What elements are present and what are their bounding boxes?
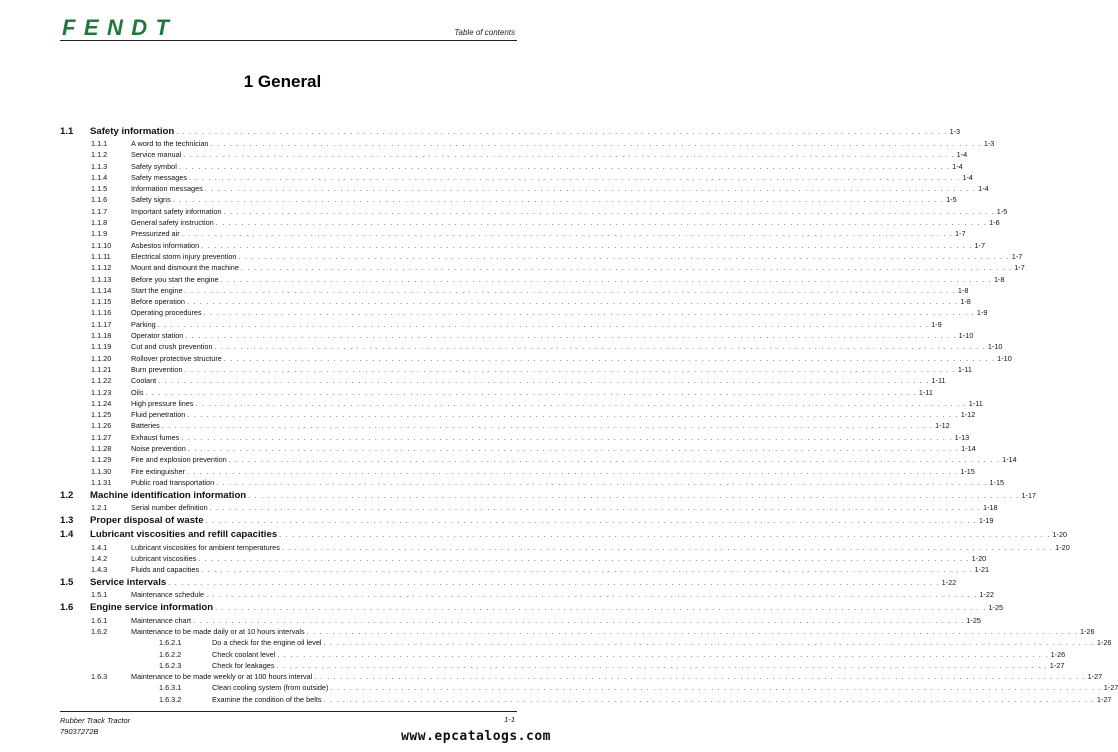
toc-entry-page: 1-14 <box>1002 455 1017 465</box>
fendt-logo <box>62 17 172 39</box>
table-of-contents <box>60 124 1118 705</box>
toc-entry-number: 1.1.13 <box>91 274 112 284</box>
toc-entry[interactable] <box>60 251 1023 262</box>
footer-info <box>60 715 130 737</box>
toc-entry-number: 1.1.8 <box>91 218 108 228</box>
toc-entry[interactable] <box>60 564 990 575</box>
toc-entry-number: 1.1.21 <box>91 364 112 374</box>
toc-entry-number: 1.5 <box>60 576 74 588</box>
toc-entry-number: 1.1.18 <box>91 331 112 341</box>
toc-entry-number: 1.4 <box>60 529 74 540</box>
toc-entry-number: 1.1.20 <box>91 353 112 363</box>
leader-dots: . . . . . . . . . . . . . . . . . . . . . . . . . . . . . . . . . . . . . . . . . . . . . . . . . . . . . . . . . . . . . . . . . . . . . . . . . . . . . . . . . . . . . . . . . . . . . . . . . . . . . . . . . . . . . . . . . . . . . . . . <box>206 590 978 600</box>
toc-entry-page: 1-7 <box>955 229 966 239</box>
toc-entry-number: 1.1.26 <box>91 421 112 431</box>
toc-entry[interactable] <box>60 149 968 160</box>
footer-doc-number: 79037272B <box>60 727 99 736</box>
toc-entry-number: 1.2.1 <box>91 503 108 513</box>
toc-entry[interactable] <box>60 341 1003 352</box>
toc-entry[interactable] <box>60 553 987 564</box>
leader-dots: . . . . . . . . . . . . . . . . . . . . . . . . . . . . . . . . . . . . . . . . . . . . . . . . . . . . . . . . . . . . . . . . . . . . . . . . . . . . . . . . . . . . . . . . . . . . . . . . . . . . . . . . . . . . . . . . . . . . . . . . <box>187 410 959 420</box>
leader-dots: . . . . . . . . . . . . . . . . . . . . . . . . . . . . . . . . . . . . . . . . . . . . . . . . . . . . . . . . . . . . . . . . . . . . . . . . . . . . . . . . . . . . . . . . . . . . . . . . . . . . . . . . . . . . . . . . . . . . . . . . <box>183 150 955 160</box>
toc-entry-number: 1.1.1 <box>91 139 108 148</box>
toc-entry[interactable] <box>60 671 1103 682</box>
toc-entry-number: 1.6.3 <box>91 672 108 682</box>
toc-entry-title: Burn prevention <box>131 364 183 374</box>
toc-entry-title: Coolant <box>131 376 157 386</box>
toc-entry[interactable] <box>60 514 994 528</box>
toc-entry[interactable] <box>60 217 1000 228</box>
leader-dots: . . . . . . . . . . . . . . . . . . . . . . . . . . . . . . . . . . . . . . . . . . . . . . . . . . . . . . . . . . . . . . . . . . . . . . . . . . . . . . . . . . . . . . . . . . . . . . . . . . . . . . . . . . . . . . . . . . . . . . . . <box>157 319 930 329</box>
toc-entry-page: 1-12 <box>960 410 976 420</box>
toc-entry-page: 1-7 <box>1011 251 1023 261</box>
leader-dots: . . . . . . . . . . . . . . . . . . . . . . . . . . . . . . . . . . . . . . . . . . . . . . . . . . . . . . . . . . . . . . . . . . . . . . . . . . . . . . . . . . . . . . . . . . . . . . . . . . . . . . . . . . . . . . . . . . . . . . . . <box>228 455 1001 465</box>
footer-page-number: 1-1 <box>504 715 515 724</box>
toc-entry-title: Cut and crush prevention <box>131 342 213 352</box>
toc-entry-number: 1.1.15 <box>91 297 112 307</box>
toc-entry-page: 1-3 <box>949 126 961 136</box>
toc-entry-page: 1-14 <box>961 444 976 454</box>
leader-dots: . . . . . . . . . . . . . . . . . . . . . . . . . . . . . . . . . . . . . . . . . . . . . . . . . . . . . . . . . . . . . . . . . . . . . . . . . . . . . . . . . . . . . . . . . . . . . . . . . . . . . . . . . . . . . . . . . . . . . . . . <box>330 683 1102 693</box>
chapter-title: 1 General <box>243 72 322 91</box>
toc-entry-title: Noise prevention <box>131 444 186 454</box>
toc-entry-title: A word to the technician <box>131 139 209 148</box>
toc-entry-title: Do a check for the engine oil level <box>212 638 322 648</box>
toc-entry-title: Before you start the engine <box>131 274 219 284</box>
toc-entry[interactable] <box>60 172 973 183</box>
toc-entry-number: 1.1.24 <box>91 398 112 408</box>
toc-entry-title: Fire and explosion prevention <box>131 455 227 465</box>
toc-entry-title: Operating procedures <box>131 308 202 318</box>
leader-dots: . . . . . . . . . . . . . . . . . . . . . . . . . . . . . . . . . . . . . . . . . . . . . . . . . . . . . . . . . . . . . . . . . . . . . . . . . . . . . . . . . . . . . . . . . . . . . . . . . . . . . . . . . . . . . . . . . . . . . . . . <box>188 172 961 182</box>
toc-entry-page: 1-13 <box>954 432 970 442</box>
toc-entry-number: 1.1.14 <box>91 285 112 295</box>
watermark: www.epcatalogs.com <box>401 729 551 744</box>
toc-entry-page: 1-20 <box>1052 530 1068 539</box>
toc-entry[interactable] <box>60 589 994 600</box>
toc-entry-title: Important safety information <box>131 206 222 216</box>
toc-entry-number: 1.5.1 <box>91 590 108 600</box>
toc-entry-page: 1-15 <box>960 466 975 476</box>
toc-entry-page: 1-19 <box>978 516 994 525</box>
leader-dots: . . . . . . . . . . . . . . . . . . . . . . . . . . . . . . . . . . . . . . . . . . . . . . . . . . . . . . . . . . . . . . . . . . . . . . . . . . . . . . . . . . . . . . . . . . . . . . . . . . . . . . . . . . . . . . . . . . . . . . . . <box>184 285 956 295</box>
toc-entry-title: Service manual <box>131 150 182 160</box>
logo-text: FENDT <box>62 15 170 40</box>
toc-entry[interactable] <box>60 307 988 318</box>
leader-dots: . . . . . . . . . . . . . . . . . . . . . . . . . . . . . . . . . . . . . . . . . . . . . . . . . . . . . . . . . . . . . . . . . . . . . . . . . . . . . . . . . . . . . . . . . . . . . . . . . . . . . . . . . . . . . . . . . . . . . . . . <box>172 195 945 205</box>
toc-entry-number: 1.2 <box>60 489 74 501</box>
leader-dots: . . . . . . . . . . . . . . . . . . . . . . . . . . . . . . . . . . . . . . . . . . . . . . . . . . . . . . . . . . . . . . . . . . . . . . . . . . . . . . . . . . . . . . . . . . . . . . . . . . . . . . . . . . . . . . . . . . . . . . . . <box>201 565 973 575</box>
toc-entry-title: Before operation <box>131 297 185 307</box>
toc-entry[interactable] <box>60 183 989 194</box>
toc-entry-page: 1-20 <box>971 553 987 563</box>
toc-entry[interactable] <box>60 637 1112 648</box>
toc-entry-title: High pressure lines <box>131 398 194 408</box>
toc-entry-number: 1.3 <box>60 515 74 526</box>
toc-entry-title: General safety instruction <box>131 218 214 228</box>
toc-entry[interactable] <box>60 274 1005 285</box>
leader-dots: . . . . . . . . . . . . . . . . . . . . . . . . . . . . . . . . . . . . . . . . . . . . . . . . . . . . . . . . . . . . . . . . . . . . . . . . . . . . . . . . . . . . . . . . . . . . . . . . . . . . . . . . . . . . . . . . . . . . . . . . <box>184 364 956 374</box>
toc-entry-title: Oils <box>131 387 144 397</box>
toc-entry-number: 1.4.2 <box>91 553 108 563</box>
toc-entry[interactable] <box>60 364 972 375</box>
toc-entry-number: 1.1 <box>60 125 74 137</box>
toc-entry-title: Pressurized air <box>131 229 180 239</box>
toc-entry-title: Serial number definition <box>131 503 208 513</box>
toc-entry-title: Examine the condition of the belts <box>212 694 322 704</box>
toc-entry-number: 1.1.30 <box>91 466 112 476</box>
toc-entry-title: Safety information <box>90 125 175 137</box>
toc-entry[interactable] <box>60 489 1037 503</box>
toc-entry[interactable] <box>60 443 976 454</box>
toc-entry[interactable] <box>60 161 963 172</box>
toc-entry-page: 1-8 <box>960 297 971 307</box>
toc-entry-page: 1-27 <box>1096 694 1112 704</box>
leader-dots: . . . . . . . . . . . . . . . . . . . . . . . . . . . . . . . . . . . . . . . . . . . . . . . . . . . . . . . . . . . . . . . . . . . . . . . . . . . . . . . . . . . . . . . . . . . . . . . . . . . . . . . . . . . . . . . . . . . . . . . . <box>220 274 992 284</box>
toc-entry-number: 1.1.3 <box>91 161 108 171</box>
toc-entry[interactable] <box>60 296 971 307</box>
toc-entry[interactable] <box>60 649 1066 660</box>
toc-entry[interactable] <box>60 262 1025 273</box>
toc-entry[interactable] <box>60 353 1012 364</box>
leader-dots: . . . . . . . . . . . . . . . . . . . . . . . . . . . . . . . . . . . . . . . . . . . . . . . . . . . . . . . . . . . . . . . . . . . . . . . . . . . . . . . . . . . . . . . . . . . . . . . . . . . . . . . . . . . . . . . . . . . . . . . . <box>185 331 957 341</box>
toc-entry-page: 1-25 <box>988 603 1004 613</box>
toc-entry-page: 1-11 <box>968 398 983 408</box>
leader-dots: . . . . . . . . . . . . . . . . . . . . . . . . . . . . . . . . . . . . . . . . . . . . . . . . . . . . . . . . . . . . . . . . . . . . . . . . . . . . . . . . . . . . . . . . . . . . . . . . . . . . . . . . . . . . . . . . . . . . . . . . <box>215 603 987 613</box>
toc-entry-title: Batteries <box>131 421 160 431</box>
leader-dots: . . . . . . . . . . . . . . . . . . . . . . . . . . . . . . . . . . . . . . . . . . . . . . . . . . . . . . . . . . . . . . . . . . . . . . . . . . . . . . . . . . . . . . . . . . . . . . . . . . . . . . . . . . . . . . . . . . . . . . . . <box>216 477 988 487</box>
toc-entry-title: Engine service information <box>90 602 214 614</box>
toc-entry[interactable] <box>60 694 1112 705</box>
toc-entry[interactable] <box>60 375 946 386</box>
leader-dots: . . . . . . . . . . . . . . . . . . . . . . . . . . . . . . . . . . . . . . . . . . . . . . . . . . . . . . . . . . . . . . . . . . . . . . . . . . . . . . . . . . . . . . . . . . . . . . . . . . . . . . . . . . . . . . . . . . . . . . . . <box>248 490 1020 500</box>
toc-entry[interactable] <box>60 615 981 626</box>
toc-entry-page: 1-10 <box>987 342 1003 352</box>
toc-entry-title: Proper disposal of waste <box>90 515 204 526</box>
toc-entry-page: 1-27 <box>1087 672 1103 682</box>
toc-entry-title: Check for leakages <box>212 660 275 670</box>
toc-entry-page: 1-4 <box>956 150 968 160</box>
toc-entry-page: 1-8 <box>993 274 1005 284</box>
toc-entry-number: 1.6.2.3 <box>159 660 182 670</box>
leader-dots: . . . . . . . . . . . . . . . . . . . . . . . . . . . . . . . . . . . . . . . . . . . . . . . . . . . . . . . . . . . . . . . . . . . . . . . . . . . . . . . . . . . . . . . . . . . . . . . . . . . . . . . . . . . . . . . . . . . . . . . . <box>238 251 1010 261</box>
toc-entry[interactable] <box>60 601 1004 615</box>
toc-entry[interactable] <box>60 409 976 420</box>
toc-entry-number: 1.1.2 <box>91 150 108 160</box>
toc-entry-title: Service intervals <box>90 576 167 588</box>
toc-entry-title: Safety symbol <box>131 161 177 171</box>
toc-entry[interactable] <box>60 542 1070 553</box>
toc-entry-title: Maintenance schedule <box>131 590 205 600</box>
leader-dots: . . . . . . . . . . . . . . . . . . . . . . . . . . . . . . . . . . . . . . . . . . . . . . . . . . . . . . . . . . . . . . . . . . . . . . . . . . . . . . . . . . . . . . . . . . . . . . . . . . . . . . . . . . . . . . . . . . . . . . . . <box>186 297 959 307</box>
toc-entry-number: 1.1.22 <box>91 376 112 386</box>
toc-entry-page: 1-18 <box>983 503 998 513</box>
leader-dots: . . . . . . . . . . . . . . . . . . . . . . . . . . . . . . . . . . . . . . . . . . . . . . . . . . . . . . . . . . . . . . . . . . . . . . . . . . . . . . . . . . . . . . . . . . . . . . . . . . . . . . . . . . . . . . . . . . . . . . . . <box>215 218 988 228</box>
toc-entry-number: 1.1.23 <box>91 387 112 397</box>
toc-entry[interactable] <box>60 466 975 477</box>
toc-entry-title: Mount and dismount the machine <box>131 263 239 273</box>
toc-entry-page: 1-25 <box>966 615 981 625</box>
toc-entry-title: Exhaust fumes <box>131 432 180 442</box>
leader-dots: . . . . . . . . . . . . . . . . . . . . . . . . . . . . . . . . . . . . . . . . . . . . . . . . . . . . . . . . . . . . . . . . . . . . . . . . . . . . . . . . . . . . . . . . . . . . . . . . . . . . . . . . . . . . . . . . . . . . . . . . <box>279 530 1051 539</box>
toc-entry[interactable] <box>60 206 1008 217</box>
leader-dots: . . . . . . . . . . . . . . . . . . . . . . . . . . . . . . . . . . . . . . . . . . . . . . . . . . . . . . . . . . . . . . . . . . . . . . . . . . . . . . . . . . . . . . . . . . . . . . . . . . . . . . . . . . . . . . . . . . . . . . . . <box>195 398 967 408</box>
toc-entry-title: Lubricant viscosities for ambient temperatures <box>131 542 280 552</box>
leader-dots: . . . . . . . . . . . . . . . . . . . . . . . . . . . . . . . . . . . . . . . . . . . . . . . . . . . . . . . . . . . . . . . . . . . . . . . . . . . . . . . . . . . . . . . . . . . . . . . . . . . . . . . . . . . . . . . . . . . . . . . . <box>198 553 970 563</box>
toc-entry-title: Lubricant viscosities <box>131 553 197 563</box>
toc-entry-page: 1-27 <box>1103 683 1118 693</box>
leader-dots: . . . . . . . . . . . . . . . . . . . . . . . . . . . . . . . . . . . . . . . . . . . . . . . . . . . . . . . . . . . . . . . . . . . . . . . . . . . . . . . . . . . . . . . . . . . . . . . . . . . . . . . . . . . . . . . . . . . . . . . . <box>223 206 995 216</box>
toc-entry-number: 1.1.10 <box>91 240 112 250</box>
toc-entry[interactable] <box>60 502 998 513</box>
toc-entry-title: Start the engine <box>131 285 183 295</box>
leader-dots: . . . . . . . . . . . . . . . . . . . . . . . . . . . . . . . . . . . . . . . . . . . . . . . . . . . . . . . . . . . . . . . . . . . . . . . . . . . . . . . . . . . . . . . . . . . . . . . . . . . . . . . . . . . . . . . . . . . . . . . . <box>323 638 1095 648</box>
toc-entry[interactable] <box>60 138 995 149</box>
toc-entry-page: 1-3 <box>983 139 995 148</box>
toc-entry-title: Lubricant viscosities and refill capacities <box>90 529 278 540</box>
toc-entry-number: 1.1.4 <box>91 172 108 182</box>
toc-entry-number: 1.1.27 <box>91 432 112 442</box>
toc-entry-page: 1-27 <box>1049 660 1065 670</box>
toc-entry-number: 1.6.3.1 <box>159 683 182 693</box>
toc-entry[interactable] <box>60 330 974 341</box>
leader-dots: . . . . . . . . . . . . . . . . . . . . . . . . . . . . . . . . . . . . . . . . . . . . . . . . . . . . . . . . . . . . . . . . . . . . . . . . . . . . . . . . . . . . . . . . . . . . . . . . . . . . . . . . . . . . . . . . . . . . . . . . <box>187 444 960 454</box>
leader-dots: . . . . . . . . . . . . . . . . . . . . . . . . . . . . . . . . . . . . . . . . . . . . . . . . . . . . . . . . . . . . . . . . . . . . . . . . . . . . . . . . . . . . . . . . . . . . . . . . . . . . . . . . . . . . . . . . . . . . . . . . <box>276 660 1048 670</box>
toc-entry-page: 1-20 <box>1055 542 1070 552</box>
toc-entry-title: Safety signs <box>131 195 171 205</box>
toc-entry-number: 1.6.3.2 <box>159 694 182 704</box>
toc-entry-title: Parking <box>131 319 156 329</box>
toc-entry-page: 1-11 <box>918 387 933 397</box>
leader-dots: . . . . . . . . . . . . . . . . . . . . . . . . . . . . . . . . . . . . . . . . . . . . . . . . . . . . . . . . . . . . . . . . . . . . . . . . . . . . . . . . . . . . . . . . . . . . . . . . . . . . . . . . . . . . . . . . . . . . . . . . <box>145 387 917 397</box>
toc-entry-title: Information messages <box>131 184 203 194</box>
leader-dots: . . . . . . . . . . . . . . . . . . . . . . . . . . . . . . . . . . . . . . . . . . . . . . . . . . . . . . . . . . . . . . . . . . . . . . . . . . . . . . . . . . . . . . . . . . . . . . . . . . . . . . . . . . . . . . . . . . . . . . . . <box>314 672 1086 682</box>
toc-entry-title: Fire extinguisher <box>131 466 185 476</box>
toc-entry[interactable] <box>60 420 950 431</box>
toc-entry-number: 1.6.2.2 <box>159 649 182 659</box>
toc-entry-page: 1-21 <box>974 565 990 575</box>
toc-entry[interactable] <box>60 454 1017 465</box>
toc-entry-page: 1-10 <box>958 331 974 341</box>
toc-entry-number: 1.1.19 <box>91 342 112 352</box>
toc-entry-title: Fluid penetration <box>131 410 186 420</box>
leader-dots: . . . . . . . . . . . . . . . . . . . . . . . . . . . . . . . . . . . . . . . . . . . . . . . . . . . . . . . . . . . . . . . . . . . . . . . . . . . . . . . . . . . . . . . . . . . . . . . . . . . . . . . . . . . . . . . . . . . . . . . . <box>161 421 934 431</box>
header-divider <box>60 40 517 41</box>
leader-dots: . . . . . . . . . . . . . . . . . . . . . . . . . . . . . . . . . . . . . . . . . . . . . . . . . . . . . . . . . . . . . . . . . . . . . . . . . . . . . . . . . . . . . . . . . . . . . . . . . . . . . . . . . . . . . . . . . . . . . . . . <box>176 126 948 136</box>
toc-entry-number: 1.6 <box>60 602 74 614</box>
leader-dots: . . . . . . . . . . . . . . . . . . . . . . . . . . . . . . . . . . . . . . . . . . . . . . . . . . . . . . . . . . . . . . . . . . . . . . . . . . . . . . . . . . . . . . . . . . . . . . . . . . . . . . . . . . . . . . . . . . . . . . . . <box>210 139 982 148</box>
toc-entry[interactable] <box>60 432 970 443</box>
toc-entry-page: 1-26 <box>1096 638 1112 648</box>
toc-entry[interactable] <box>60 528 1068 542</box>
leader-dots: . . . . . . . . . . . . . . . . . . . . . . . . . . . . . . . . . . . . . . . . . . . . . . . . . . . . . . . . . . . . . . . . . . . . . . . . . . . . . . . . . . . . . . . . . . . . . . . . . . . . . . . . . . . . . . . . . . . . . . . . <box>193 615 965 625</box>
toc-entry-page: 1-17 <box>1021 490 1037 500</box>
leader-dots: . . . . . . . . . . . . . . . . . . . . . . . . . . . . . . . . . . . . . . . . . . . . . . . . . . . . . . . . . . . . . . . . . . . . . . . . . . . . . . . . . . . . . . . . . . . . . . . . . . . . . . . . . . . . . . . . . . . . . . . . <box>201 240 973 250</box>
section-label: Table of contents <box>454 28 515 37</box>
toc-entry[interactable] <box>60 319 942 330</box>
toc-entry-page: 1-6 <box>989 218 1000 228</box>
toc-entry-number: 1.1.31 <box>91 477 112 487</box>
toc-entry-number: 1.1.5 <box>91 184 108 194</box>
toc-entry-number: 1.1.12 <box>91 263 112 273</box>
toc-entry[interactable] <box>60 387 933 398</box>
toc-entry[interactable] <box>60 626 1095 637</box>
toc-entry-number: 1.4.1 <box>91 542 108 552</box>
leader-dots: . . . . . . . . . . . . . . . . . . . . . . . . . . . . . . . . . . . . . . . . . . . . . . . . . . . . . . . . . . . . . . . . . . . . . . . . . . . . . . . . . . . . . . . . . . . . . . . . . . . . . . . . . . . . . . . . . . . . . . . . <box>181 432 953 442</box>
toc-entry-number: 1.1.6 <box>91 195 108 205</box>
toc-entry[interactable] <box>60 228 966 239</box>
toc-entry-number: 1.1.11 <box>91 251 111 261</box>
toc-entry-title: Machine identification information <box>90 489 247 501</box>
toc-entry[interactable] <box>60 194 957 205</box>
footer-product: Rubber Track Tractor <box>60 716 131 725</box>
leader-dots: . . . . . . . . . . . . . . . . . . . . . . . . . . . . . . . . . . . . . . . . . . . . . . . . . . . . . . . . . . . . . . . . . . . . . . . . . . . . . . . . . . . . . . . . . . . . . . . . . . . . . . . . . . . . . . . . . . . . . . . . <box>209 503 981 513</box>
toc-entry-title: Safety messages <box>131 172 187 182</box>
toc-entry-title: Fluids and capacities <box>131 565 200 575</box>
toc-entry[interactable] <box>60 576 957 590</box>
leader-dots: . . . . . . . . . . . . . . . . . . . . . . . . . . . . . . . . . . . . . . . . . . . . . . . . . . . . . . . . . . . . . . . . . . . . . . . . . . . . . . . . . . . . . . . . . . . . . . . . . . . . . . . . . . . . . . . . . . . . . . . . <box>178 161 951 171</box>
toc-entry-page: 1-26 <box>1079 626 1095 636</box>
toc-entry-page: 1-9 <box>976 308 988 318</box>
toc-entry-page: 1-26 <box>1050 649 1066 659</box>
toc-entry-page: 1-8 <box>957 285 969 295</box>
toc-entry-page: 1-11 <box>957 364 972 374</box>
toc-entry[interactable] <box>60 240 986 251</box>
toc-entry-title: Maintenance to be made daily or at 10 hours intervals <box>131 626 305 636</box>
toc-entry-number: 1.6.1 <box>91 615 108 625</box>
toc-entry-page: 1-22 <box>941 577 957 587</box>
leader-dots: . . . . . . . . . . . . . . . . . . . . . . . . . . . . . . . . . . . . . . . . . . . . . . . . . . . . . . . . . . . . . . . . . . . . . . . . . . . . . . . . . . . . . . . . . . . . . . . . . . . . . . . . . . . . . . . . . . . . . . . . <box>204 184 977 194</box>
toc-entry-number: 1.1.29 <box>91 455 112 465</box>
leader-dots: . . . . . . . . . . . . . . . . . . . . . . . . . . . . . . . . . . . . . . . . . . . . . . . . . . . . . . . . . . . . . . . . . . . . . . . . . . . . . . . . . . . . . . . . . . . . . . . . . . . . . . . . . . . . . . . . . . . . . . . . <box>214 342 986 352</box>
toc-entry-page: 1-9 <box>931 319 942 329</box>
toc-entry-title: Asbestos information <box>131 240 200 250</box>
leader-dots: . . . . . . . . . . . . . . . . . . . . . . . . . . . . . . . . . . . . . . . . . . . . . . . . . . . . . . . . . . . . . . . . . . . . . . . . . . . . . . . . . . . . . . . . . . . . . . . . . . . . . . . . . . . . . . . . . . . . . . . . <box>306 626 1078 636</box>
toc-entry-page: 1-7 <box>974 240 986 250</box>
footer-divider <box>60 711 517 712</box>
leader-dots: . . . . . . . . . . . . . . . . . . . . . . . . . . . . . . . . . . . . . . . . . . . . . . . . . . . . . . . . . . . . . . . . . . . . . . . . . . . . . . . . . . . . . . . . . . . . . . . . . . . . . . . . . . . . . . . . . . . . . . . . <box>240 263 1013 273</box>
toc-entry-page: 1-15 <box>989 477 1005 487</box>
leader-dots: . . . . . . . . . . . . . . . . . . . . . . . . . . . . . . . . . . . . . . . . . . . . . . . . . . . . . . . . . . . . . . . . . . . . . . . . . . . . . . . . . . . . . . . . . . . . . . . . . . . . . . . . . . . . . . . . . . . . . . . . <box>168 577 940 587</box>
toc-entry-number: 1.1.7 <box>91 206 108 216</box>
leader-dots: . . . . . . . . . . . . . . . . . . . . . . . . . . . . . . . . . . . . . . . . . . . . . . . . . . . . . . . . . . . . . . . . . . . . . . . . . . . . . . . . . . . . . . . . . . . . . . . . . . . . . . . . . . . . . . . . . . . . . . . . <box>158 376 930 386</box>
toc-entry-title: Clean cooling system (from outside) <box>212 683 329 693</box>
toc-entry-page: 1-22 <box>979 590 994 600</box>
toc-entry-title: Public road transportation <box>131 477 215 487</box>
leader-dots: . . . . . . . . . . . . . . . . . . . . . . . . . . . . . . . . . . . . . . . . . . . . . . . . . . . . . . . . . . . . . . . . . . . . . . . . . . . . . . . . . . . . . . . . . . . . . . . . . . . . . . . . . . . . . . . . . . . . . . . . <box>281 542 1054 552</box>
toc-entry-title: Operator station <box>131 331 184 341</box>
toc-entry[interactable] <box>60 125 961 139</box>
toc-entry-number: 1.1.16 <box>91 308 112 318</box>
toc-entry-page: 1-4 <box>952 161 963 171</box>
toc-entry-number: 1.1.9 <box>91 229 108 239</box>
toc-entry-page: 1-12 <box>935 421 950 431</box>
toc-entry-page: 1-4 <box>962 172 973 182</box>
toc-entry-title: Maintenance to be made weekly or at 100 hours interval <box>131 672 313 682</box>
toc-entry[interactable] <box>60 682 1118 693</box>
toc-entry-title: Maintenance chart <box>131 615 192 625</box>
toc-entry[interactable] <box>60 477 1005 488</box>
toc-entry-number: 1.6.2 <box>91 626 108 636</box>
toc-entry-number: 1.4.3 <box>91 565 108 575</box>
toc-entry-number: 1.1.25 <box>91 410 112 420</box>
toc-entry-number: 1.1.28 <box>91 444 112 454</box>
toc-entry-page: 1-10 <box>997 353 1012 363</box>
toc-entry-title: Check coolant level <box>212 649 276 659</box>
leader-dots: . . . . . . . . . . . . . . . . . . . . . . . . . . . . . . . . . . . . . . . . . . . . . . . . . . . . . . . . . . . . . . . . . . . . . . . . . . . . . . . . . . . . . . . . . . . . . . . . . . . . . . . . . . . . . . . . . . . . . . . . <box>223 353 996 363</box>
toc-entry[interactable] <box>60 285 969 296</box>
toc-entry[interactable] <box>60 660 1065 671</box>
leader-dots: . . . . . . . . . . . . . . . . . . . . . . . . . . . . . . . . . . . . . . . . . . . . . . . . . . . . . . . . . . . . . . . . . . . . . . . . . . . . . . . . . . . . . . . . . . . . . . . . . . . . . . . . . . . . . . . . . . . . . . . . <box>277 649 1049 659</box>
toc-entry-number: 1.1.17 <box>91 319 112 329</box>
toc-entry-page: 1-11 <box>931 376 946 386</box>
leader-dots: . . . . . . . . . . . . . . . . . . . . . . . . . . . . . . . . . . . . . . . . . . . . . . . . . . . . . . . . . . . . . . . . . . . . . . . . . . . . . . . . . . . . . . . . . . . . . . . . . . . . . . . . . . . . . . . . . . . . . . . . <box>205 516 977 525</box>
toc-entry-page: 1-5 <box>996 206 1008 216</box>
toc-entry-page: 1-7 <box>1014 263 1025 273</box>
leader-dots: . . . . . . . . . . . . . . . . . . . . . . . . . . . . . . . . . . . . . . . . . . . . . . . . . . . . . . . . . . . . . . . . . . . . . . . . . . . . . . . . . . . . . . . . . . . . . . . . . . . . . . . . . . . . . . . . . . . . . . . . <box>186 466 959 476</box>
toc-entry-title: Rollover protective structure <box>131 353 222 363</box>
toc-entry-number: 1.6.2.1 <box>159 638 182 648</box>
leader-dots: . . . . . . . . . . . . . . . . . . . . . . . . . . . . . . . . . . . . . . . . . . . . . . . . . . . . . . . . . . . . . . . . . . . . . . . . . . . . . . . . . . . . . . . . . . . . . . . . . . . . . . . . . . . . . . . . . . . . . . . . <box>181 229 953 239</box>
leader-dots: . . . . . . . . . . . . . . . . . . . . . . . . . . . . . . . . . . . . . . . . . . . . . . . . . . . . . . . . . . . . . . . . . . . . . . . . . . . . . . . . . . . . . . . . . . . . . . . . . . . . . . . . . . . . . . . . . . . . . . . . <box>323 694 1095 704</box>
toc-entry-page: 1-5 <box>946 195 957 205</box>
toc-entry[interactable] <box>60 398 983 409</box>
leader-dots: . . . . . . . . . . . . . . . . . . . . . . . . . . . . . . . . . . . . . . . . . . . . . . . . . . . . . . . . . . . . . . . . . . . . . . . . . . . . . . . . . . . . . . . . . . . . . . . . . . . . . . . . . . . . . . . . . . . . . . . . <box>203 308 975 318</box>
toc-entry-title: Electrical storm injury prevention <box>131 251 237 261</box>
toc-entry-page: 1-4 <box>978 184 989 194</box>
